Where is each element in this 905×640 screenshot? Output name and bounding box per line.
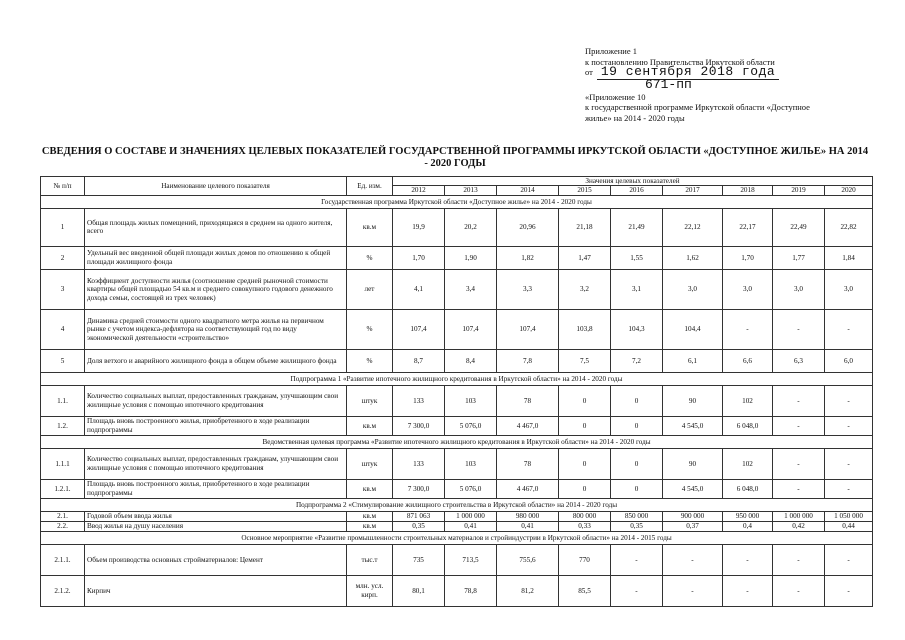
value-cell: 0,37 <box>663 521 723 531</box>
unit-cell: млн. усл. кирп. <box>347 575 393 606</box>
value-cell: 78 <box>497 448 559 479</box>
value-cell: - <box>773 544 825 575</box>
annex-line-1: Приложение 1 <box>585 46 637 56</box>
section-title: Подпрограмма 1 «Развитие ипотечного жилищного кредитования в Иркутской области» на 2014 - 2020 годы <box>41 372 873 385</box>
row-number: 2.1.2. <box>41 575 85 606</box>
value-cell: 3,3 <box>497 269 559 309</box>
table-row <box>41 511 873 521</box>
value-cell: 107,4 <box>445 309 497 349</box>
value-cell: 7 300,0 <box>393 416 445 435</box>
unit-cell: кв.м <box>347 479 393 498</box>
value-cell: 133 <box>393 385 445 416</box>
annex-from: от <box>585 67 593 77</box>
value-cell: 4 545,0 <box>663 479 723 498</box>
header-num: № п/п <box>41 177 85 196</box>
indicator-name: Годовой объем ввода жилья <box>85 511 347 521</box>
indicator-name: Площадь вновь построенного жилья, приобретенного в ходе реализации подпрограммы <box>85 479 347 498</box>
unit-cell: кв.м <box>347 521 393 531</box>
value-cell: - <box>773 479 825 498</box>
value-cell: 1,77 <box>773 246 825 269</box>
value-cell: 0,35 <box>611 521 663 531</box>
indicator-name: Кирпич <box>85 575 347 606</box>
row-number: 5 <box>41 349 85 372</box>
indicator-name: Коэффициент доступности жилья (соотношение средней рыночной стоимости квартиры общей площадью 54 кв.м и среднего совокупного годового денежного дохода семьи, состоящей из трех человек) <box>85 269 347 309</box>
table-header <box>41 177 873 196</box>
table-row <box>41 416 873 435</box>
value-cell: 1,55 <box>611 246 663 269</box>
annex-number: 671-пп <box>645 76 692 92</box>
value-cell: 0,41 <box>497 521 559 531</box>
value-cell: 0 <box>559 416 611 435</box>
value-cell: - <box>663 544 723 575</box>
value-cell: 78,8 <box>445 575 497 606</box>
unit-cell: кв.м <box>347 416 393 435</box>
table-row <box>41 575 873 606</box>
value-cell: 133 <box>393 448 445 479</box>
value-cell: 21,18 <box>559 208 611 246</box>
section-row <box>41 435 873 448</box>
value-cell: 85,5 <box>559 575 611 606</box>
value-cell: - <box>611 575 663 606</box>
value-cell: 850 000 <box>611 511 663 521</box>
header-year: 2015 <box>559 186 611 195</box>
value-cell: 1,47 <box>559 246 611 269</box>
value-cell: - <box>611 544 663 575</box>
annex-line-5: «Приложение 10 <box>585 91 646 102</box>
table-row <box>41 385 873 416</box>
value-cell: 1,70 <box>723 246 773 269</box>
table-row <box>41 246 873 269</box>
unit-cell: кв.м <box>347 208 393 246</box>
value-cell: 22,12 <box>663 208 723 246</box>
value-cell: 7 300,0 <box>393 479 445 498</box>
value-cell: 1,82 <box>497 246 559 269</box>
value-cell: 22,49 <box>773 208 825 246</box>
value-cell: 713,5 <box>445 544 497 575</box>
table-row <box>41 544 873 575</box>
value-cell: 735 <box>393 544 445 575</box>
value-cell: 770 <box>559 544 611 575</box>
indicator-name: Ввод жилья на душу населения <box>85 521 347 531</box>
value-cell: 0,44 <box>825 521 873 531</box>
value-cell: 0,35 <box>393 521 445 531</box>
value-cell: 6 048,0 <box>723 479 773 498</box>
value-cell: - <box>773 448 825 479</box>
row-number: 2.1. <box>41 511 85 521</box>
row-number: 1.1. <box>41 385 85 416</box>
value-cell: 78 <box>497 385 559 416</box>
table-body <box>41 195 873 606</box>
value-cell: 1 050 000 <box>825 511 873 521</box>
value-cell: 102 <box>723 385 773 416</box>
annex-line-7: жилье» на 2014 - 2020 годы <box>585 112 685 123</box>
value-cell: 3,4 <box>445 269 497 309</box>
value-cell: 1,84 <box>825 246 873 269</box>
value-cell: 0 <box>611 416 663 435</box>
value-cell: 90 <box>663 448 723 479</box>
value-cell: - <box>825 544 873 575</box>
section-title: Подпрограмма 2 «Стимулирование жилищного строительства в Иркутской области» на 2014 - 2020 годы <box>41 498 873 511</box>
value-cell: 950 000 <box>723 511 773 521</box>
header-year: 2020 <box>825 186 873 195</box>
table-row <box>41 269 873 309</box>
value-cell: 0,4 <box>723 521 773 531</box>
indicators-table <box>40 176 873 607</box>
header-year: 2014 <box>497 186 559 195</box>
value-cell: 22,82 <box>825 208 873 246</box>
value-cell: 20,2 <box>445 208 497 246</box>
value-cell: 800 000 <box>559 511 611 521</box>
value-cell: 104,4 <box>663 309 723 349</box>
value-cell: 1,90 <box>445 246 497 269</box>
value-cell: 0,41 <box>445 521 497 531</box>
section-row <box>41 372 873 385</box>
header-name: Наименование целевого показателя <box>85 177 347 196</box>
unit-cell: % <box>347 309 393 349</box>
table-row <box>41 309 873 349</box>
value-cell: 6 048,0 <box>723 416 773 435</box>
unit-cell: штук <box>347 385 393 416</box>
row-number: 1.1.1 <box>41 448 85 479</box>
value-cell: 5 076,0 <box>445 479 497 498</box>
value-cell: - <box>773 416 825 435</box>
value-cell: - <box>773 575 825 606</box>
annex-date: 19 сентября 2018 года <box>597 64 779 80</box>
header-year: 2013 <box>445 186 497 195</box>
section-row <box>41 531 873 544</box>
value-cell: 107,4 <box>393 309 445 349</box>
row-number: 1.2.1. <box>41 479 85 498</box>
value-cell: 5 076,0 <box>445 416 497 435</box>
section-title: Ведомственная целевая программа «Развитие ипотечного жилищного кредитования в Иркутской области» на 2014 - 2020 годы <box>41 435 873 448</box>
value-cell: 0,42 <box>773 521 825 531</box>
value-cell: 6,0 <box>825 349 873 372</box>
annex-date-line <box>585 64 885 79</box>
value-cell: - <box>825 416 873 435</box>
value-cell: 0 <box>611 385 663 416</box>
table-row <box>41 521 873 531</box>
row-number: 2 <box>41 246 85 269</box>
header-year: 2016 <box>611 186 663 195</box>
header-year: 2018 <box>723 186 773 195</box>
value-cell: - <box>825 575 873 606</box>
annex-block <box>585 46 885 123</box>
unit-cell: кв.м <box>347 511 393 521</box>
value-cell: 1,62 <box>663 246 723 269</box>
indicator-name: Удельный вес введенной общей площади жилых домов по отношению к общей площади жилищного фонда <box>85 246 347 269</box>
indicator-name: Доля ветхого и аварийного жилищного фонда в общем объеме жилищного фонда <box>85 349 347 372</box>
value-cell: 0 <box>611 448 663 479</box>
table-row <box>41 349 873 372</box>
section-title: Основное мероприятие «Развитие промышленности строительных материалов и стройиндустрии в Иркутской области» на 2014 - 2015 годы <box>41 531 873 544</box>
value-cell: 7,8 <box>497 349 559 372</box>
value-cell: 0,33 <box>559 521 611 531</box>
value-cell: 1 000 000 <box>445 511 497 521</box>
row-number: 2.2. <box>41 521 85 531</box>
value-cell: 102 <box>723 448 773 479</box>
value-cell: 0 <box>559 479 611 498</box>
header-values: Значения целевых показателей <box>393 177 873 186</box>
value-cell: 22,17 <box>723 208 773 246</box>
value-cell: 3,1 <box>611 269 663 309</box>
value-cell: 3,0 <box>825 269 873 309</box>
value-cell: - <box>825 448 873 479</box>
header-unit: Ед. изм. <box>347 177 393 196</box>
document-title: СВЕДЕНИЯ О СОСТАВЕ И ЗНАЧЕНИЯХ ЦЕЛЕВЫХ ПОКАЗАТЕЛЕЙ ГОСУДАРСТВЕННОЙ ПРОГРАММЫ ИРКУТСКОЙ ОБЛАСТИ «ДОСТУПНОЕ ЖИЛЬЕ» НА 2014 - 2020 ГОДЫ <box>41 146 869 169</box>
value-cell: 7,5 <box>559 349 611 372</box>
unit-cell: лет <box>347 269 393 309</box>
header-year: 2017 <box>663 186 723 195</box>
value-cell: 3,2 <box>559 269 611 309</box>
row-number: 1.2. <box>41 416 85 435</box>
value-cell: - <box>663 575 723 606</box>
value-cell: 103,8 <box>559 309 611 349</box>
annex-line-6: к государственной программе Иркутской области «Доступное <box>585 102 810 112</box>
indicator-name: Общая площадь жилых помещений, приходящаяся в среднем на одного жителя, всего <box>85 208 347 246</box>
value-cell: 3,0 <box>773 269 825 309</box>
value-cell: 19,9 <box>393 208 445 246</box>
table-row <box>41 448 873 479</box>
value-cell: 3,0 <box>723 269 773 309</box>
value-cell: 6,1 <box>663 349 723 372</box>
value-cell: - <box>825 385 873 416</box>
value-cell: 6,6 <box>723 349 773 372</box>
indicator-name: Объем производства основных стройматериалов: Цемент <box>85 544 347 575</box>
value-cell: 104,3 <box>611 309 663 349</box>
row-number: 3 <box>41 269 85 309</box>
header-year: 2012 <box>393 186 445 195</box>
value-cell: 871 063 <box>393 511 445 521</box>
value-cell: - <box>723 309 773 349</box>
unit-cell: % <box>347 246 393 269</box>
value-cell: 6,3 <box>773 349 825 372</box>
value-cell: - <box>773 385 825 416</box>
value-cell: 1,70 <box>393 246 445 269</box>
value-cell: 0 <box>559 385 611 416</box>
section-row <box>41 195 873 208</box>
value-cell: 81,2 <box>497 575 559 606</box>
value-cell: 4 545,0 <box>663 416 723 435</box>
value-cell: 0 <box>559 448 611 479</box>
value-cell: 4 467,0 <box>497 416 559 435</box>
value-cell: 103 <box>445 448 497 479</box>
value-cell: - <box>723 575 773 606</box>
value-cell: 20,96 <box>497 208 559 246</box>
section-title: Государственная программа Иркутской области «Доступное жилье» на 2014 - 2020 годы <box>41 195 873 208</box>
unit-cell: штук <box>347 448 393 479</box>
value-cell: 8,4 <box>445 349 497 372</box>
value-cell: 4,1 <box>393 269 445 309</box>
value-cell: 900 000 <box>663 511 723 521</box>
value-cell: 90 <box>663 385 723 416</box>
value-cell: 7,2 <box>611 349 663 372</box>
value-cell: - <box>773 309 825 349</box>
header-year: 2019 <box>773 186 825 195</box>
unit-cell: % <box>347 349 393 372</box>
value-cell: 103 <box>445 385 497 416</box>
row-number: 1 <box>41 208 85 246</box>
value-cell: - <box>825 479 873 498</box>
value-cell: 0 <box>611 479 663 498</box>
value-cell: 4 467,0 <box>497 479 559 498</box>
value-cell: - <box>723 544 773 575</box>
value-cell: 755,6 <box>497 544 559 575</box>
indicator-name: Динамика средней стоимости одного квадратного метра жилья на первичном рынке с учетом индекса-дефлятора на соответствующий год по виду экономической деятельности «строительство» <box>85 309 347 349</box>
value-cell: 1 000 000 <box>773 511 825 521</box>
value-cell: 80,1 <box>393 575 445 606</box>
value-cell: - <box>825 309 873 349</box>
unit-cell: тыс.т <box>347 544 393 575</box>
value-cell: 21,49 <box>611 208 663 246</box>
row-number: 2.1.1. <box>41 544 85 575</box>
table-row <box>41 208 873 246</box>
section-row <box>41 498 873 511</box>
indicator-name: Количество социальных выплат, предоставленных гражданам, улучшающим свои жилищные условия с помощью ипотечного кредитования <box>85 448 347 479</box>
annex-line-2: к постановлению Правительства Иркутской области <box>585 56 775 67</box>
value-cell: 980 000 <box>497 511 559 521</box>
value-cell: 8,7 <box>393 349 445 372</box>
value-cell: 107,4 <box>497 309 559 349</box>
table-row <box>41 479 873 498</box>
indicator-name: Площадь вновь построенного жилья, приобретенного в ходе реализации подпрограммы <box>85 416 347 435</box>
indicator-name: Количество социальных выплат, предоставленных гражданам, улучшающим свои жилищные условия с помощью ипотечного кредитования <box>85 385 347 416</box>
value-cell: 3,0 <box>663 269 723 309</box>
row-number: 4 <box>41 309 85 349</box>
